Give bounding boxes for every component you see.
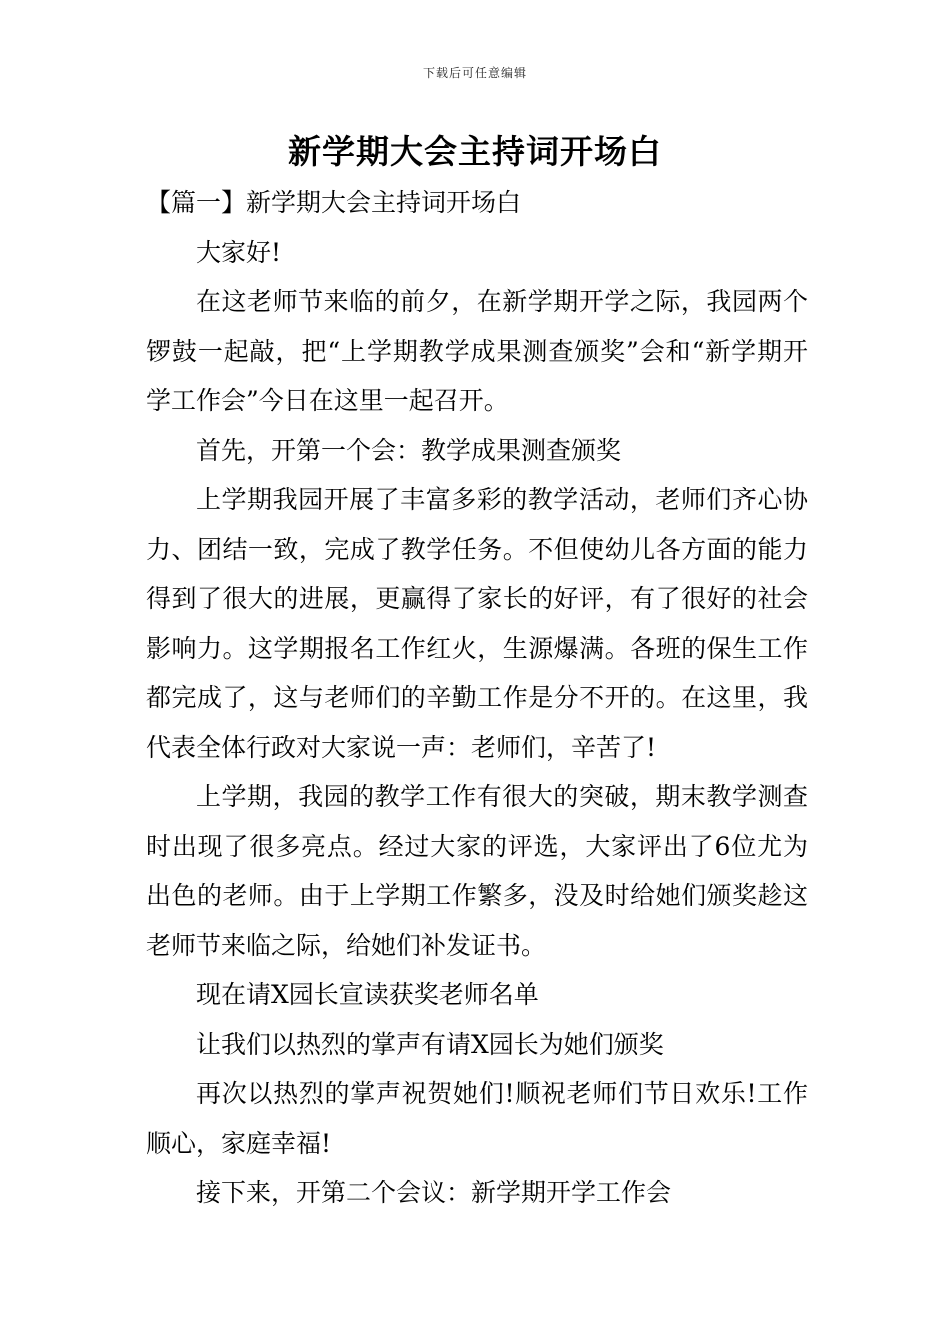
paragraph-second-meeting: 接下来，开第二个会议：新学期开学工作会 xyxy=(196,1178,672,1207)
paragraph-achievements: 上学期我园开展了丰富多彩的教学活动，老师们齐心协力、团结一致，完成了教学任务。不但使幼儿各方面的能力得到了很大的进展，更赢得了家长的好评，有了很好的社会影响力。这学期报名工作红火，生源爆满。各班的保生工作都完成了，这与老师们的辛勤工作是分不开的。在这里，我代表全体行政对大家说一声：老师们，辛苦了! xyxy=(146,485,808,762)
paragraph-first-meeting: 首先，开第一个会：教学成果测查颁奖 xyxy=(196,435,622,465)
section-heading: 【篇一】新学期大会主持词开场白 xyxy=(146,188,522,217)
paragraph-present-awards: 让我们以热烈的掌声有请X园长为她们颁奖 xyxy=(196,1029,664,1059)
paragraph-intro: 在这老师节来临的前夕，在新学期开学之际，我园两个锣鼓一起敲，把“上学期教学成果测查颁奖”会和“新学期开学工作会”今日在这里一起召开。 xyxy=(146,287,808,415)
paragraph-awards: 上学期，我园的教学工作有很大的突破，期末教学测查时出现了很多亮点。经过大家的评选，大家评出了6位尤为出色的老师。由于上学期工作繁多，没及时给她们颁奖趁这老师节来临之际，给她们补发证书。 xyxy=(146,782,808,960)
document-body xyxy=(146,178,808,1218)
header-note: 下载后可任意编辑 xyxy=(422,66,527,80)
paragraph-congratulations: 再次以热烈的掌声祝贺她们!顺祝老师们节日欢乐!工作顺心，家庭幸福! xyxy=(146,1079,808,1158)
paragraph-announce-list: 现在请X园长宣读获奖老师名单 xyxy=(196,980,539,1009)
paragraph-greeting: 大家好! xyxy=(196,237,282,267)
document-title: 新学期大会主持词开场白 xyxy=(288,132,662,171)
